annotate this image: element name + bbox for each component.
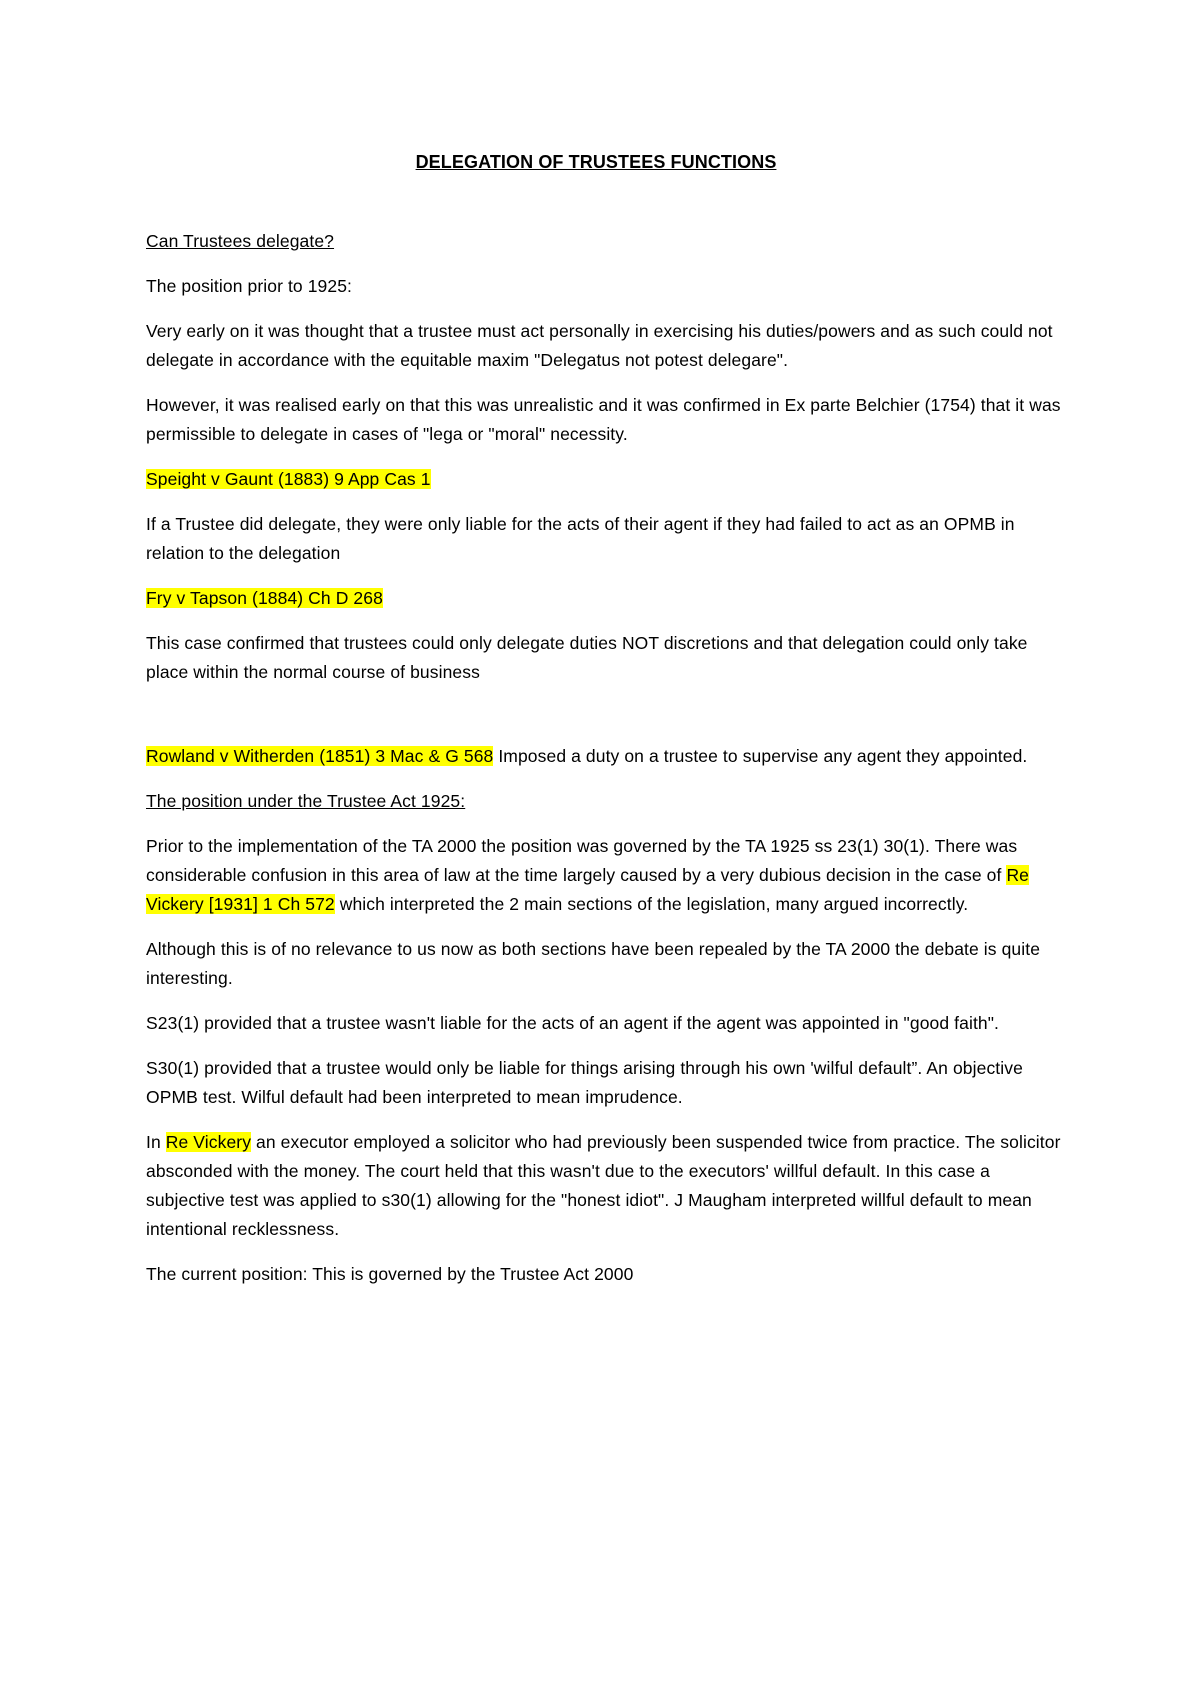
paragraph-prior-part2: which interpreted the 2 main sections of the legislation, many argued incorrectly. — [334, 894, 969, 914]
case-rowland-highlight: Rowland v Witherden (1851) 3 Mac & G 568 — [146, 746, 494, 766]
paragraph-rowland-v-witherden — [146, 742, 1066, 771]
case-re-vickery-full-highlight: Re Vickery [1931] 1 Ch 572 — [146, 865, 1030, 914]
heading-trustee-act-1925-text: The position under the Trustee Act 1925: — [146, 791, 466, 811]
paragraph-fry: This case confirmed that trustees could only delegate duties NOT discretions and that delegation could only take place within the normal course of business — [146, 633, 1028, 682]
case-fry-v-tapson — [146, 584, 1066, 613]
paragraph-ex-parte-belchier: However, it was realised early on that this was unrealistic and it was confirmed in Ex parte Belchier (1754) that it was permissible to delegate in cases of "lega or "moral" necessity. — [146, 395, 1061, 444]
paragraph-in-prefix: In — [146, 1132, 166, 1152]
heading-can-trustees-delegate — [146, 227, 1066, 256]
paragraph-although: Although this is of no relevance to us now as both sections have been repealed by the TA 2000 the debate is quite interesting. — [146, 939, 1041, 988]
paragraph-speight: If a Trustee did delegate, they were only liable for the acts of their agent if they had failed to act as an OPMB in relation to the delegation — [146, 514, 1015, 563]
case-speight-highlight: Speight v Gaunt (1883) 9 App Cas 1 — [146, 469, 431, 489]
heading-trustee-act-1925 — [146, 787, 1066, 816]
document-body — [146, 148, 1066, 1305]
heading-can-trustees-delegate-text: Can Trustees delegate? — [146, 231, 335, 251]
paragraph-current-position: The current position: This is governed by the Trustee Act 2000 — [146, 1264, 634, 1284]
paragraph-re-vickery — [146, 1128, 1066, 1244]
paragraph-prior-implementation — [146, 832, 1066, 919]
paragraph-rowland-text: Imposed a duty on a trustee to supervise any agent they appointed. — [493, 746, 1028, 766]
document-title: DELEGATION OF TRUSTEES FUNCTIONS — [415, 152, 777, 172]
paragraph-early-view: Very early on it was thought that a trustee must act personally in exercising his duties/powers and as such could not delegate in accordance with the equitable maxim "Delegatus not potest delegare". — [146, 321, 1053, 370]
case-fry-highlight: Fry v Tapson (1884) Ch D 268 — [146, 588, 383, 608]
paragraph-prior-part1: Prior to the implementation of the TA 2000 the position was governed by the TA 1925 ss 23(1) 30(1). There was considerable confusion in this area of law at the time largely caused by a very dubious decision in the case of — [146, 836, 1018, 885]
case-re-vickery-short-highlight: Re Vickery — [165, 1132, 252, 1152]
paragraph-re-vickery-rest: an executor employed a solicitor who had previously been suspended twice from practice. The solicitor absconded with the money. The court held that this wasn't due to the executors' willful default. In this case a subjective test was applied to s30(1) allowing for the "honest idiot". J Maugham interpreted willful default to mean intentional recklessness. — [146, 1132, 1061, 1239]
case-speight-v-gaunt — [146, 465, 1066, 494]
heading-prior-1925: The position prior to 1925: — [146, 276, 353, 296]
paragraph-s23: S23(1) provided that a trustee wasn't liable for the acts of an agent if the agent was appointed in "good faith". — [146, 1013, 1000, 1033]
paragraph-s30: S30(1) provided that a trustee would only be liable for things arising through his own 'wilful default”. An objective OPMB test. Wilful default had been interpreted to mean imprudence. — [146, 1058, 1023, 1107]
